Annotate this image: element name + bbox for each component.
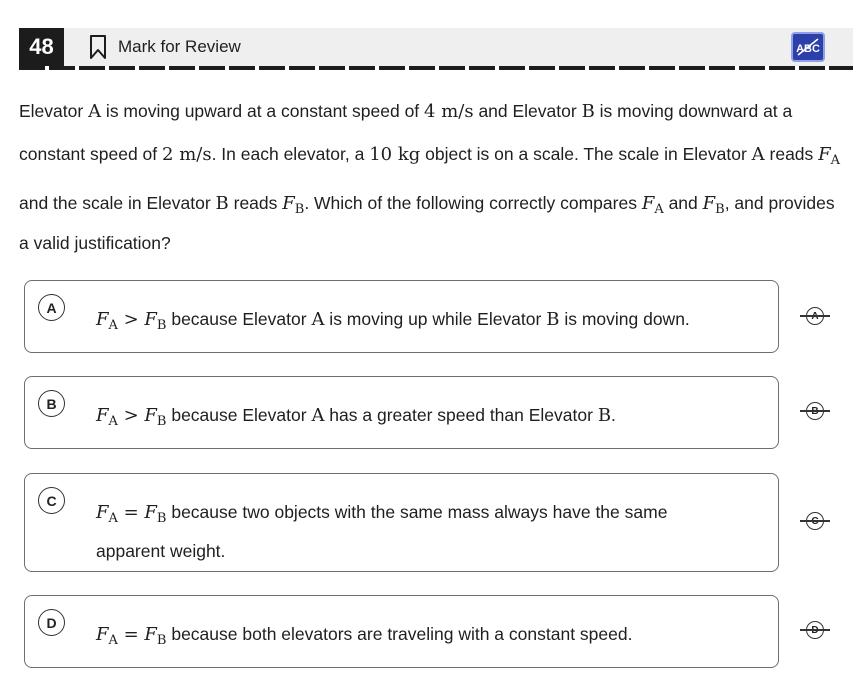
strike-line bbox=[800, 315, 830, 317]
question-text-span: and bbox=[663, 193, 703, 213]
comparison-operator: = bbox=[117, 624, 145, 645]
eliminate-choice-a-button[interactable] bbox=[800, 305, 830, 327]
comparison-operator: = bbox=[117, 502, 145, 523]
choice-text-span: has a greater speed than Elevator bbox=[324, 405, 598, 425]
elevator-a-symbol: A bbox=[311, 309, 325, 330]
question-header bbox=[19, 28, 853, 66]
force-b-symbol: F bbox=[282, 193, 295, 214]
choice-a-text bbox=[96, 303, 736, 342]
answer-choice-d[interactable] bbox=[24, 595, 779, 668]
force-b-symbol: F bbox=[144, 502, 157, 523]
choice-letter-d: D bbox=[38, 609, 65, 636]
question-text-span: object is on a scale. The scale in Elevator bbox=[420, 144, 752, 164]
question-text-span: , and provides bbox=[724, 193, 835, 213]
force-b-symbol: F bbox=[144, 405, 157, 426]
force-b-subscript: B bbox=[294, 202, 305, 217]
question-line-4: a valid justification? bbox=[19, 233, 171, 253]
answer-choice-a[interactable] bbox=[24, 280, 779, 353]
choice-text-span: because two objects with the same mass always have the same bbox=[166, 502, 668, 522]
question-line-3 bbox=[19, 182, 849, 231]
choice-d-text bbox=[96, 618, 736, 657]
comparison-operator: > bbox=[117, 405, 145, 426]
speed-a-value: 4 m/s bbox=[424, 101, 474, 122]
elevator-a-symbol: A bbox=[88, 101, 102, 122]
mark-for-review-button[interactable] bbox=[89, 28, 241, 66]
question-text-span: and Elevator bbox=[473, 101, 582, 121]
comparison-operator: > bbox=[117, 309, 145, 330]
choice-c-line-1 bbox=[96, 496, 736, 535]
eliminate-choice-c-button[interactable] bbox=[800, 510, 830, 532]
choice-text-span: is moving down. bbox=[559, 309, 690, 329]
question-line-1 bbox=[19, 90, 849, 133]
question-text-span: . Which of the following correctly compares bbox=[304, 193, 642, 213]
force-b-subscript: B bbox=[156, 511, 167, 526]
force-a-subscript: A bbox=[108, 511, 118, 526]
question-text-span: constant speed of bbox=[19, 144, 163, 164]
choice-text-span: because Elevator bbox=[166, 309, 312, 329]
question-text-span: is moving downward at a bbox=[594, 101, 793, 121]
choice-text-span: because Elevator bbox=[166, 405, 312, 425]
choice-c-text bbox=[96, 496, 736, 568]
force-a-symbol: F bbox=[96, 624, 109, 645]
strike-line bbox=[800, 520, 830, 522]
force-b-subscript: B bbox=[156, 318, 167, 333]
elevator-b-symbol: B bbox=[546, 309, 560, 330]
question-line-2 bbox=[19, 133, 849, 182]
force-b-subscript: B bbox=[156, 633, 167, 648]
abc-icon-text: ABC bbox=[796, 43, 820, 55]
question-text-span: Elevator bbox=[19, 101, 89, 121]
force-a-subscript: A bbox=[108, 633, 118, 648]
elevator-a-symbol: A bbox=[311, 405, 325, 426]
question-text-span: reads bbox=[228, 193, 283, 213]
force-b-subscript: B bbox=[715, 202, 725, 217]
choice-c-line-2: apparent weight. bbox=[96, 541, 226, 561]
answer-choice-c[interactable] bbox=[24, 473, 779, 572]
eliminate-choice-b-button[interactable] bbox=[800, 400, 830, 422]
force-a-symbol: F bbox=[96, 405, 109, 426]
strike-line bbox=[800, 629, 830, 631]
abc-eliminator-toggle-button[interactable] bbox=[791, 32, 825, 62]
force-a-subscript: A bbox=[108, 414, 118, 429]
force-a-subscript: A bbox=[108, 318, 118, 333]
strike-line bbox=[800, 410, 830, 412]
force-b-subscript: B bbox=[156, 414, 167, 429]
force-a-symbol: F bbox=[818, 144, 831, 165]
choice-b-text bbox=[96, 399, 736, 438]
question-text-span: is moving upward at a constant speed of bbox=[101, 101, 425, 121]
choice-text-span: because both elevators are traveling with a constant speed. bbox=[166, 624, 633, 644]
elevator-b-symbol: B bbox=[581, 101, 595, 122]
choice-letter-b: B bbox=[38, 390, 65, 417]
header-divider bbox=[19, 66, 853, 70]
speed-b-value: 2 m/s bbox=[162, 144, 212, 165]
choice-text-span: is moving up while Elevator bbox=[324, 309, 547, 329]
force-a-subscript: A bbox=[654, 202, 664, 217]
strikethrough-abc-icon bbox=[794, 36, 822, 58]
question-text-span: reads bbox=[764, 144, 819, 164]
question-text-span: and the scale in Elevator bbox=[19, 193, 216, 213]
force-a-symbol: F bbox=[96, 309, 109, 330]
force-a-subscript: A bbox=[830, 153, 841, 168]
choice-letter-c: C bbox=[38, 487, 65, 514]
question-text-span: . In each elevator, a bbox=[211, 144, 370, 164]
force-b-symbol: F bbox=[702, 193, 716, 214]
question-number: 48 bbox=[19, 28, 64, 66]
force-a-symbol: F bbox=[96, 502, 109, 523]
choice-text-span: . bbox=[611, 405, 616, 425]
mark-for-review-label: Mark for Review bbox=[118, 37, 241, 56]
elevator-a-symbol: A bbox=[751, 144, 765, 165]
mass-value: 10 kg bbox=[369, 144, 421, 165]
force-b-symbol: F bbox=[144, 309, 157, 330]
choice-letter-a: A bbox=[38, 294, 65, 321]
eliminate-choice-d-button[interactable] bbox=[800, 619, 830, 641]
answer-choice-b[interactable] bbox=[24, 376, 779, 449]
force-a-symbol: F bbox=[641, 193, 655, 214]
force-b-symbol: F bbox=[144, 624, 157, 645]
bookmark-icon bbox=[89, 34, 107, 60]
elevator-b-symbol: B bbox=[215, 193, 229, 214]
question-text bbox=[19, 90, 849, 255]
elevator-b-symbol: B bbox=[597, 405, 612, 426]
